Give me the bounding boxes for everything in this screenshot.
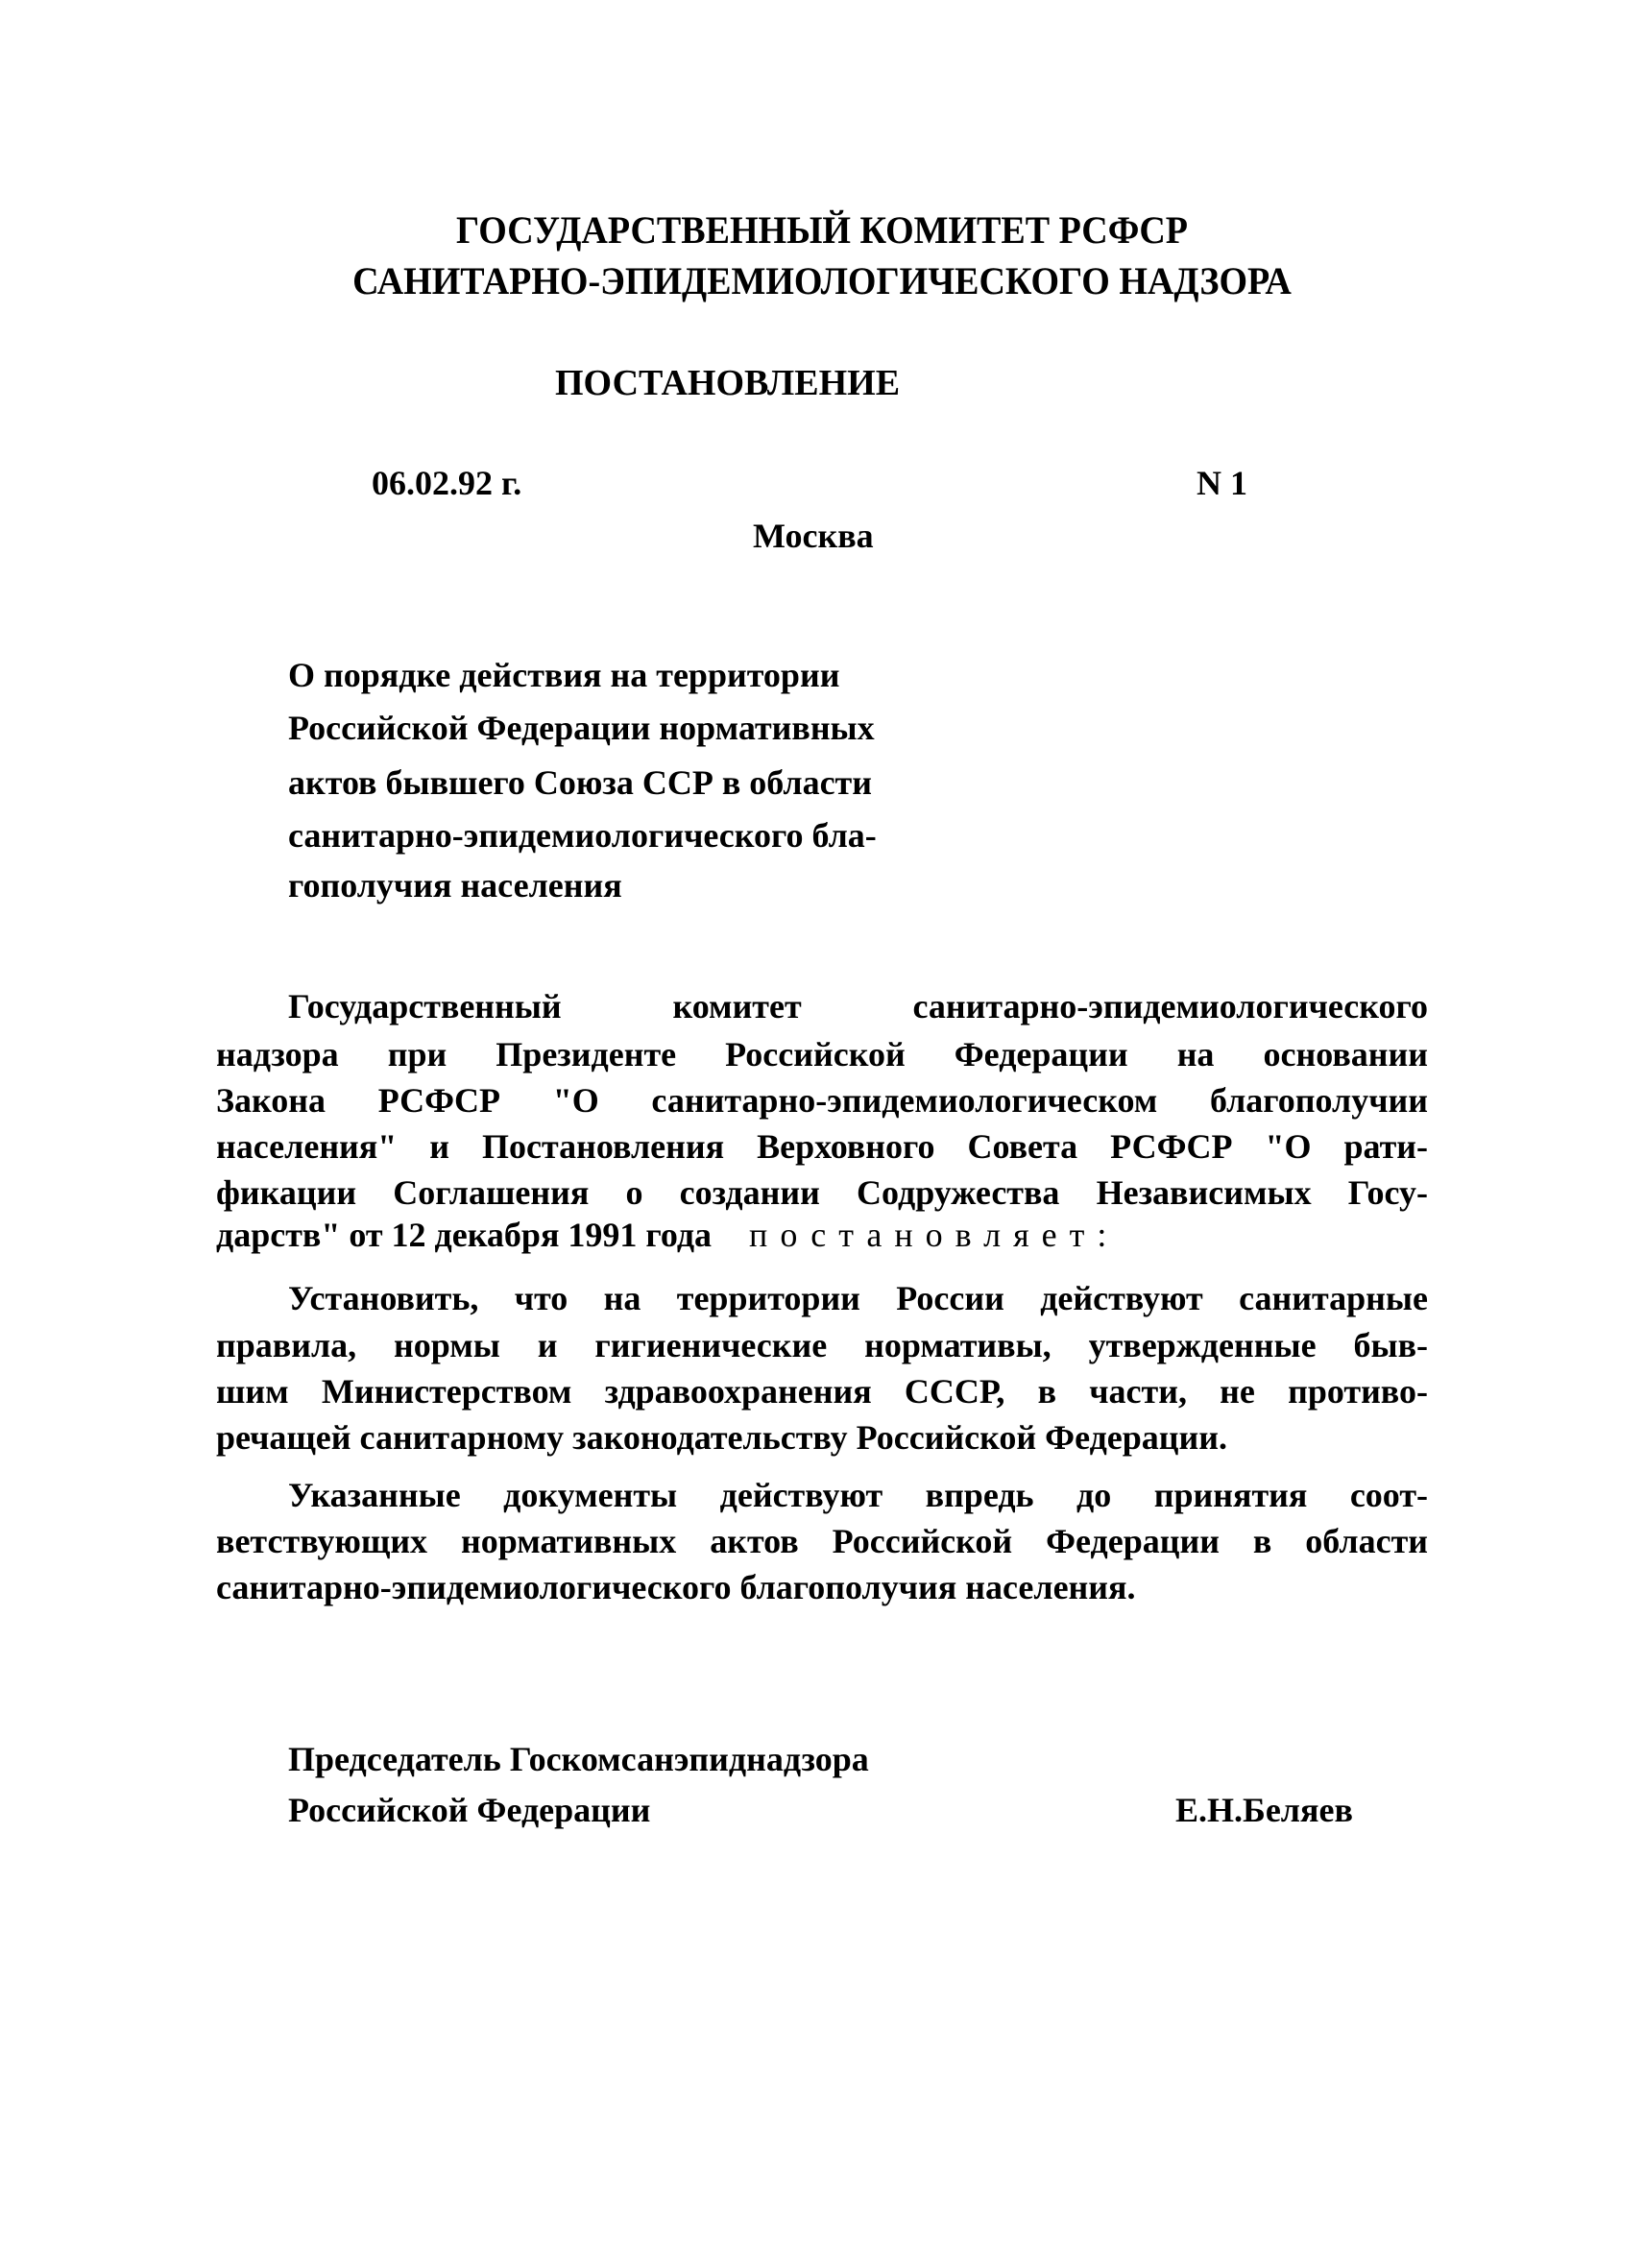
- signatory-title-line-1: Председатель Госкомсанэпиднадзора: [288, 1740, 869, 1778]
- subject-line: Российской Федерации нормативных: [288, 709, 875, 747]
- paragraph-2-line: Установить, что на территории России действуют санитарные: [288, 1279, 1428, 1317]
- subject-line: актов бывшего Союза ССР в области: [288, 763, 872, 802]
- subject-line: гополучия населения: [288, 866, 622, 905]
- paragraph-2-line: шим Министерством здравоохранения СССР, в части, не противо-: [216, 1372, 1428, 1411]
- paragraph-1-line: [216, 1218, 1119, 1252]
- paragraph-2-line: речащей санитарному законодательству Российской Федерации.: [216, 1418, 1228, 1457]
- paragraph-1-line: Государственный комитет санитарно-эпидемиологического: [288, 987, 1428, 1025]
- paragraph-1-line: населения" и Постановления Верховного Совета РСФСР "О рати-: [216, 1127, 1428, 1166]
- subject-line: санитарно-эпидемиологического бла-: [288, 816, 877, 855]
- signatory-name: Е.Н.Беляев: [1175, 1791, 1353, 1829]
- paragraph-1-line: надзора при Президенте Российской Федерации на основании: [216, 1035, 1428, 1074]
- paragraph-3-line: ветствующих нормативных актов Российской Федерации в области: [216, 1522, 1428, 1560]
- decree-word: постановляет:: [749, 1216, 1120, 1254]
- paragraph-1-line: Закона РСФСР "О санитарно-эпидемиологическом благополучии: [216, 1081, 1428, 1120]
- subject-line: О порядке действия на территории: [288, 656, 840, 694]
- header-line-2: САНИТАРНО-ЭПИДЕМИОЛОГИЧЕСКОГО НАДЗОРА: [352, 259, 1292, 302]
- document-number: N 1: [1197, 464, 1247, 502]
- document-date: 06.02.92 г.: [372, 464, 522, 502]
- paragraph-3-line: Указанные документы действуют впредь до принятия соот-: [288, 1476, 1428, 1514]
- document-type: ПОСТАНОВЛЕНИЕ: [555, 363, 901, 403]
- paragraph-2-line: правила, нормы и гигиенические нормативы, утвержденные быв-: [216, 1326, 1428, 1364]
- paragraph-1-last-text: дарств" от 12 декабря 1991 года: [216, 1216, 713, 1254]
- signatory-title-line-2: Российской Федерации: [288, 1791, 651, 1829]
- header-line-1: ГОСУДАРСТВЕННЫЙ КОМИТЕТ РСФСР: [455, 208, 1188, 252]
- paragraph-1-line: фикации Соглашения о создании Содружества Независимых Госу-: [216, 1173, 1428, 1212]
- paragraph-3-line: санитарно-эпидемиологического благополучия населения.: [216, 1568, 1136, 1606]
- document-city: Москва: [753, 517, 874, 555]
